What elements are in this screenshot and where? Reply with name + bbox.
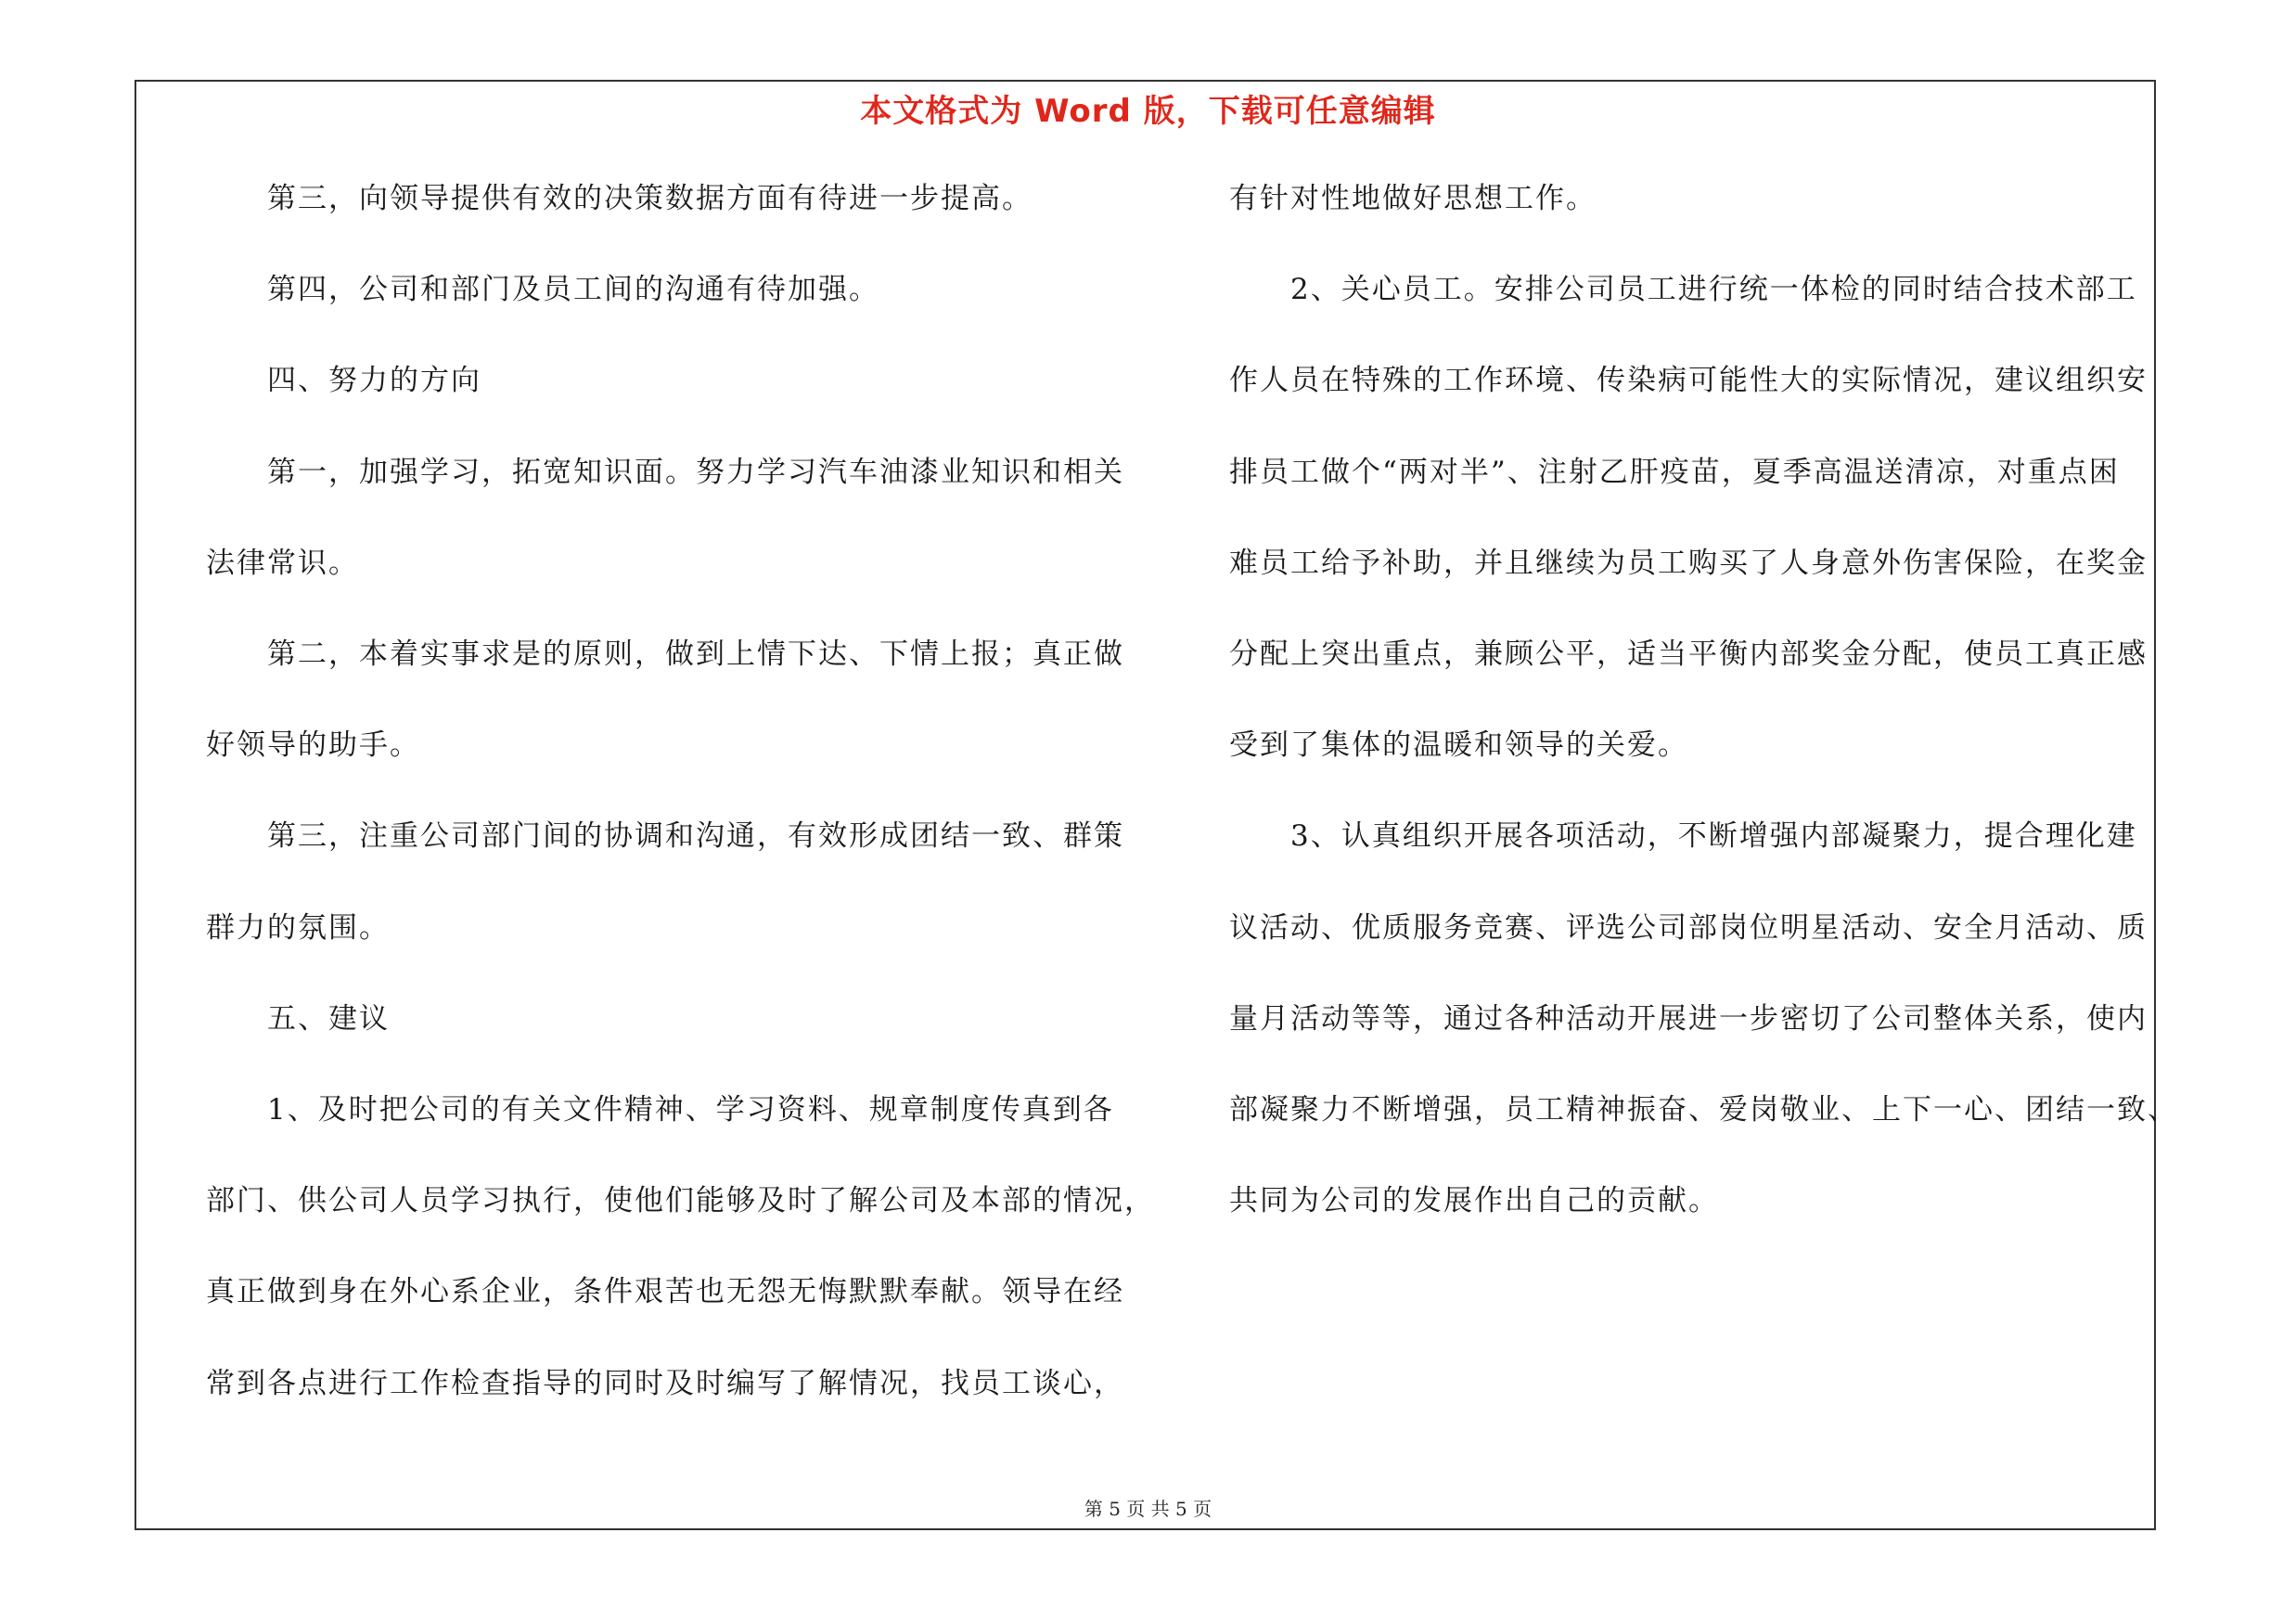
format-banner: 本文格式为 Word 版，下载可任意编辑	[860, 93, 1436, 130]
text-line: 难员工给予补助，并且继续为员工购买了人身意外伤害保险，在奖金	[1229, 546, 2148, 580]
text-line: 群力的氛围。	[206, 910, 390, 945]
text-line: 第四，公司和部门及员工间的沟通有待加强。	[206, 273, 879, 307]
text-line: 议活动、优质服务竞赛、评选公司部岗位明星活动、安全月活动、质	[1229, 910, 2148, 945]
text-line: 2、关心员工。安排公司员工进行统一体检的同时结合技术部工	[1229, 273, 2137, 307]
text-line: 作人员在特殊的工作环境、传染病可能性大的实际情况，建议组织安	[1229, 364, 2148, 398]
text-line: 第三，注重公司部门间的协调和沟通，有效形成团结一致、群策	[206, 819, 1124, 854]
text-line: 真正做到身在外心系企业，条件艰苦也无怨无悔默默奉献。领导在经	[206, 1275, 1124, 1309]
text-line: 第二，本着实事求是的原则，做到上情下达、下情上报；真正做	[206, 638, 1124, 671]
text-line: 常到各点进行工作检查指导的同时及时编写了解情况，找员工谈心，	[206, 1366, 1124, 1400]
text-line: 五、建议	[206, 1001, 390, 1036]
text-line: 好领导的助手。	[206, 728, 420, 763]
page-number-footer: 第 5 页 共 5 页	[1084, 1498, 1212, 1520]
text-line: 法律常识。	[206, 546, 359, 580]
text-line: 排员工做个“两对半”、注射乙肝疫苗，夏季高温送清凉，对重点困	[1229, 455, 2120, 489]
text-line: 部凝聚力不断增强，员工精神振奋、爱岗敬业、上下一心、团结一致、	[1229, 1093, 2178, 1127]
text-line: 量月活动等等，通过各种活动开展进一步密切了公司整体关系，使内	[1229, 1001, 2148, 1036]
text-line: 3、认真组织开展各项活动，不断增强内部凝聚力，提合理化建	[1229, 819, 2137, 854]
text-line: 部门、供公司人员学习执行，使他们能够及时了解公司及本部的情况，	[206, 1184, 1155, 1218]
text-line: 共同为公司的发展作出自己的贡献。	[1229, 1184, 1719, 1218]
text-line: 四、努力的方向	[206, 364, 481, 398]
text-line: 第三，向领导提供有效的决策数据方面有待进一步提高。	[206, 182, 1033, 215]
text-line: 1、及时把公司的有关文件精神、学习资料、规章制度传真到各	[206, 1093, 1114, 1127]
text-line: 受到了集体的温暖和领导的关爱。	[1229, 728, 1688, 763]
text-line: 有针对性地做好思想工作。	[1229, 182, 1597, 215]
text-line: 分配上突出重点，兼顾公平，适当平衡内部奖金分配，使员工真正感	[1229, 638, 2148, 671]
text-line: 第一，加强学习，拓宽知识面。努力学习汽车油漆业知识和相关	[206, 455, 1124, 489]
